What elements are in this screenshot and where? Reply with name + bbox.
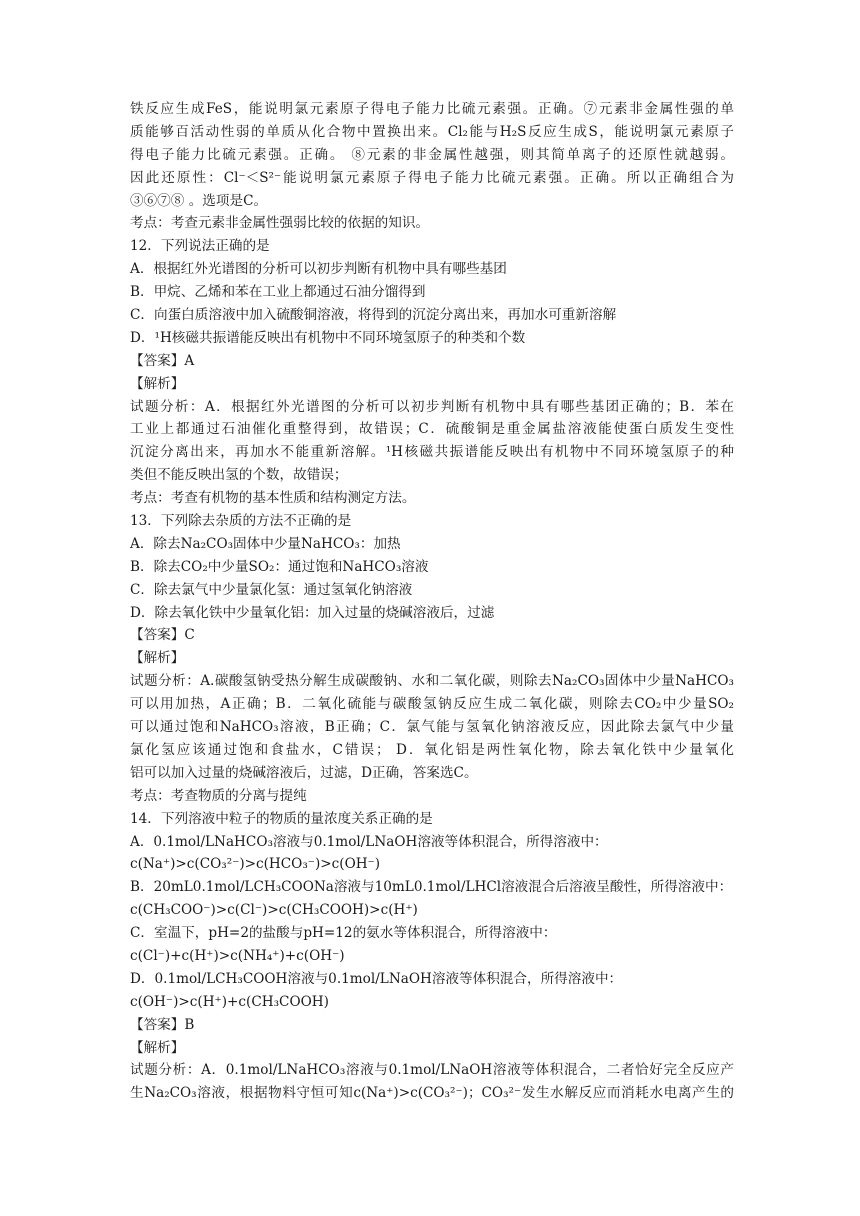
text-line: A．根据红外光谱图的分析可以初步判断有机物中具有哪些基团 [130,261,507,278]
text-line: 14．下列溶液中粒子的物质的量浓度关系正确的是 [130,810,433,827]
text-line: c(OH⁻)>c(H⁺)+c(CH₃COOH) [130,993,329,1010]
text-line: B．除去CO₂中少量SO₂：通过饱和NaHCO₃溶液 [130,558,429,575]
text-line: 铝可以加入过量的烧碱溶液后，过滤，D正确，答案选C。 [130,764,478,781]
text-line: 类但不能反映出氢的个数，故错误； [130,467,348,484]
text-line: 质能够百活动性弱的单质从化合物中置换出来。Cl₂能与H₂S反应生成S，能说明氯元素原子 [130,123,734,140]
text-line: 试题分析：A.碳酸氢钠受热分解生成碳酸钠、水和二氧化碳，则除去Na₂CO₃固体中少量NaHCO₃ [130,673,734,690]
text-line: 13．下列除去杂质的方法不正确的是 [130,513,352,530]
text-line: 考点：考查有机物的基本性质和结构测定方法。 [130,490,416,507]
text-line: B．甲烷、乙烯和苯在工业上都通过石油分馏得到 [130,284,426,301]
text-line: B．20mL0.1mol/LCH₃COONa溶液与10mL0.1mol/LHCl溶液混合后溶液呈酸性，所得溶液中： [130,879,733,896]
text-line: 因此还原性：Cl⁻＜S²⁻能说明氯元素原子得电子能力比硫元素强。正确。所以正确组合为 [130,169,734,186]
text-line: A．0.1mol/LNaHCO₃溶液与0.1mol/LNaOH溶液等体积混合，所得溶液中： [130,833,608,850]
text-line: 氯化氢应该通过饱和食盐水，C错误； D．氧化铝是两性氧化物，除去氧化铁中少量氧化 [130,741,734,758]
document-page [130,98,734,1105]
text-line: 试题分析：A．根据红外光谱图的分析可以初步判断有机物中具有哪些基团正确的；B．苯在 [130,398,734,415]
text-line: 12．下列说法正确的是 [130,238,270,255]
text-line: 【解析】 [130,650,185,667]
text-line: 试题分析：A．0.1mol/LNaHCO₃溶液与0.1mol/LNaOH溶液等体积混合，二者恰好完全反应产 [130,1062,734,1079]
text-line: A．除去Na₂CO₃固体中少量NaHCO₃：加热 [130,535,401,552]
text-line: D．0.1mol/LCH₃COOH溶液与0.1mol/LNaOH溶液等体积混合，所得溶液中： [130,970,623,987]
text-line: C．室温下，pH=2的盐酸与pH=12的氨水等体积混合，所得溶液中： [130,925,557,942]
text-line: 【答案】A [130,352,195,369]
text-line: 沉淀分离出来，再加水不能重新溶解。¹H核磁共振谱能反映出有机物中不同环境氢原子的种 [130,444,734,461]
text-line: D．¹H核磁共振谱能反映出有机物中不同环境氢原子的种类和个数 [130,329,526,346]
text-line: 工业上都通过石油催化重整得到，故错误；C．硫酸铜是重金属盐溶液能使蛋白质发生变性 [130,421,734,438]
text-line: c(Na⁺)>c(CO₃²⁻)>c(HCO₃⁻)>c(OH⁻) [130,856,381,873]
text-line: 考点：考查元素非金属性强弱比较的依据的知识。 [130,215,430,232]
text-line: 考点：考查物质的分离与提纯 [130,787,307,804]
text-line: 可以通过饱和NaHCO₃溶液，B正确；C．氯气能与氢氧化钠溶液反应，因此除去氯气中少量 [130,719,734,736]
text-line: 【答案】C [130,627,195,644]
text-line: 得电子能力比硫元素强。正确。 ⑧元素的非金属性越强，则其简单离子的还原性就越弱。 [130,146,734,163]
text-line: c(Cl⁻)+c(H⁺)>c(NH₄⁺)+c(OH⁻) [130,947,345,964]
text-line: D．除去氧化铁中少量氧化铝：加入过量的烧碱溶液后，过滤 [130,604,495,621]
text-line: 【解析】 [130,1039,185,1056]
text-line: ③⑥⑦⑧ 。选项是C。 [130,192,268,209]
text-line: C．除去氯气中少量氯化氢：通过氢氧化钠溶液 [130,581,413,598]
text-line: 可以用加热，A正确；B．二氧化硫能与碳酸氢钠反应生成二氧化碳，则除去CO₂中少量SO₂ [130,696,734,713]
text-line: 铁反应生成FeS，能说明氯元素原子得电子能力比硫元素强。正确。⑦元素非金属性强的单 [130,101,734,117]
text-line: 【答案】B [130,1016,195,1033]
text-line: 生Na₂CO₃溶液，根据物料守恒可知c(Na⁺)>c(CO₃²⁻)；CO₃²⁻发生水解反应而消耗水电离产生的 [130,1085,734,1102]
text-line: c(CH₃COO⁻)>c(Cl⁻)>c(CH₃COOH)>c(H⁺) [130,902,418,919]
text-line: 【解析】 [130,375,185,392]
text-line: C．向蛋白质溶液中加入硫酸铜溶液，将得到的沉淀分离出来，再加水可重新溶解 [130,307,617,324]
